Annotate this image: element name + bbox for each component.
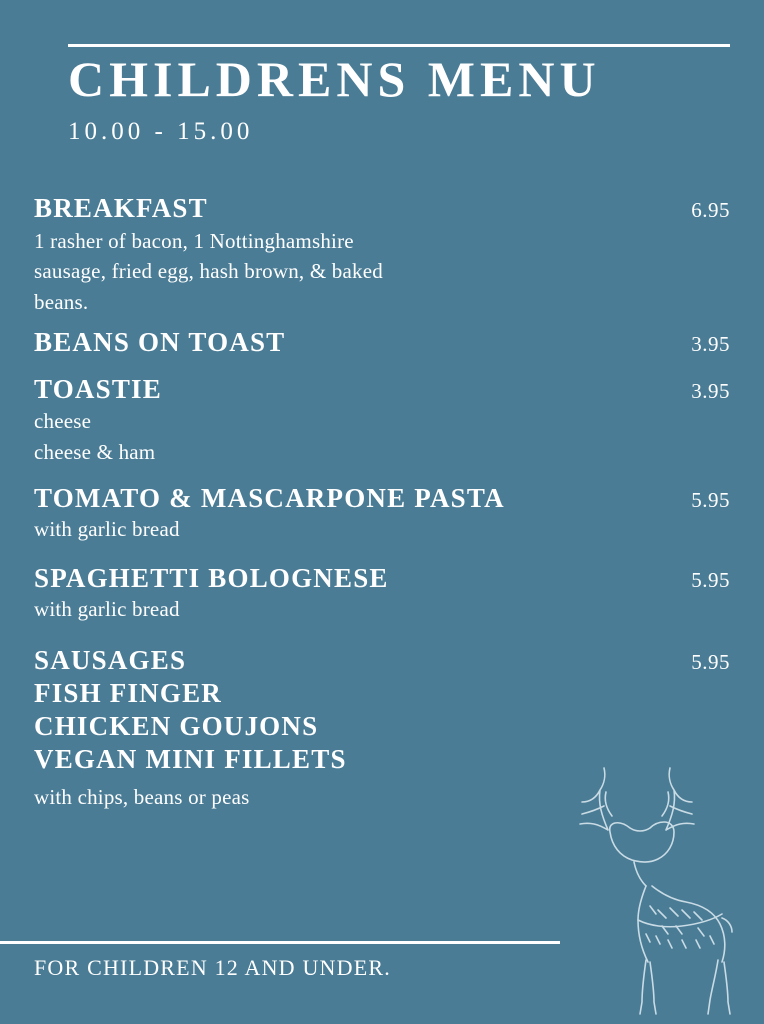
menu-item-description [34, 782, 594, 812]
description-line: with garlic bread [34, 596, 180, 621]
menu-item-name: SAUSAGES [34, 645, 187, 676]
menu-item-toastie [34, 374, 730, 467]
menu-item-description [34, 514, 594, 544]
menu-item-breakfast [34, 193, 730, 317]
menu-items-list [34, 193, 730, 826]
menu-item-header [34, 374, 730, 405]
menu-item-header [34, 327, 730, 358]
page-title: CHILDRENS MENU [68, 51, 601, 107]
description-line: beans. [34, 289, 89, 314]
header [68, 51, 730, 146]
description-line: 1 rasher of bacon, 1 Nottinghamshire [34, 229, 354, 254]
menu-item-price: 5.95 [691, 650, 730, 675]
menu-item-name: VEGAN MINI FILLETS [34, 744, 347, 775]
menu-item-price: 5.95 [691, 567, 730, 592]
menu-item-name: TOASTIE [34, 374, 162, 405]
description-line: with chips, beans or peas [34, 785, 250, 810]
description-line: cheese [34, 409, 92, 434]
description-line: cheese & ham [34, 439, 156, 464]
menu-item-name: BEANS ON TOAST [34, 327, 286, 358]
menu-item-price: 6.95 [691, 198, 730, 222]
menu-item-name-group [34, 644, 347, 776]
menu-item-name: TOMATO & MASCARPONE PASTA [34, 483, 505, 514]
menu-item-price: 3.95 [691, 332, 730, 357]
footer-note: FOR CHILDREN 12 AND UNDER. [34, 955, 391, 980]
bottom-divider [0, 941, 560, 944]
description-line: with garlic bread [34, 517, 180, 542]
menu-item-header [34, 563, 730, 594]
menu-item-name: FISH FINGER [34, 678, 222, 709]
menu-item-price: 5.95 [691, 488, 730, 513]
menu-item-header [34, 193, 730, 224]
top-divider [68, 44, 730, 47]
menu-item-header [34, 483, 730, 514]
menu-item-name: BREAKFAST [34, 193, 208, 223]
stag-icon [546, 760, 746, 1020]
service-hours: 10.00 - 15.00 [68, 118, 254, 145]
menu-item-tomato-mascarpone-pasta [34, 483, 730, 544]
menu-item-description [34, 406, 594, 467]
menu-item-name: SPAGHETTI BOLOGNESE [34, 562, 389, 593]
menu-item-spaghetti-bolognese [34, 563, 730, 624]
menu-item-description [34, 594, 594, 624]
menu-item-description [34, 226, 594, 317]
description-line: sausage, fried egg, hash brown, & baked [34, 259, 383, 284]
menu-item-beans-on-toast [34, 327, 730, 358]
menu-item-name: CHICKEN GOUJONS [34, 711, 319, 742]
menu-item-price: 3.95 [691, 379, 730, 404]
menu-item-header [34, 644, 730, 776]
